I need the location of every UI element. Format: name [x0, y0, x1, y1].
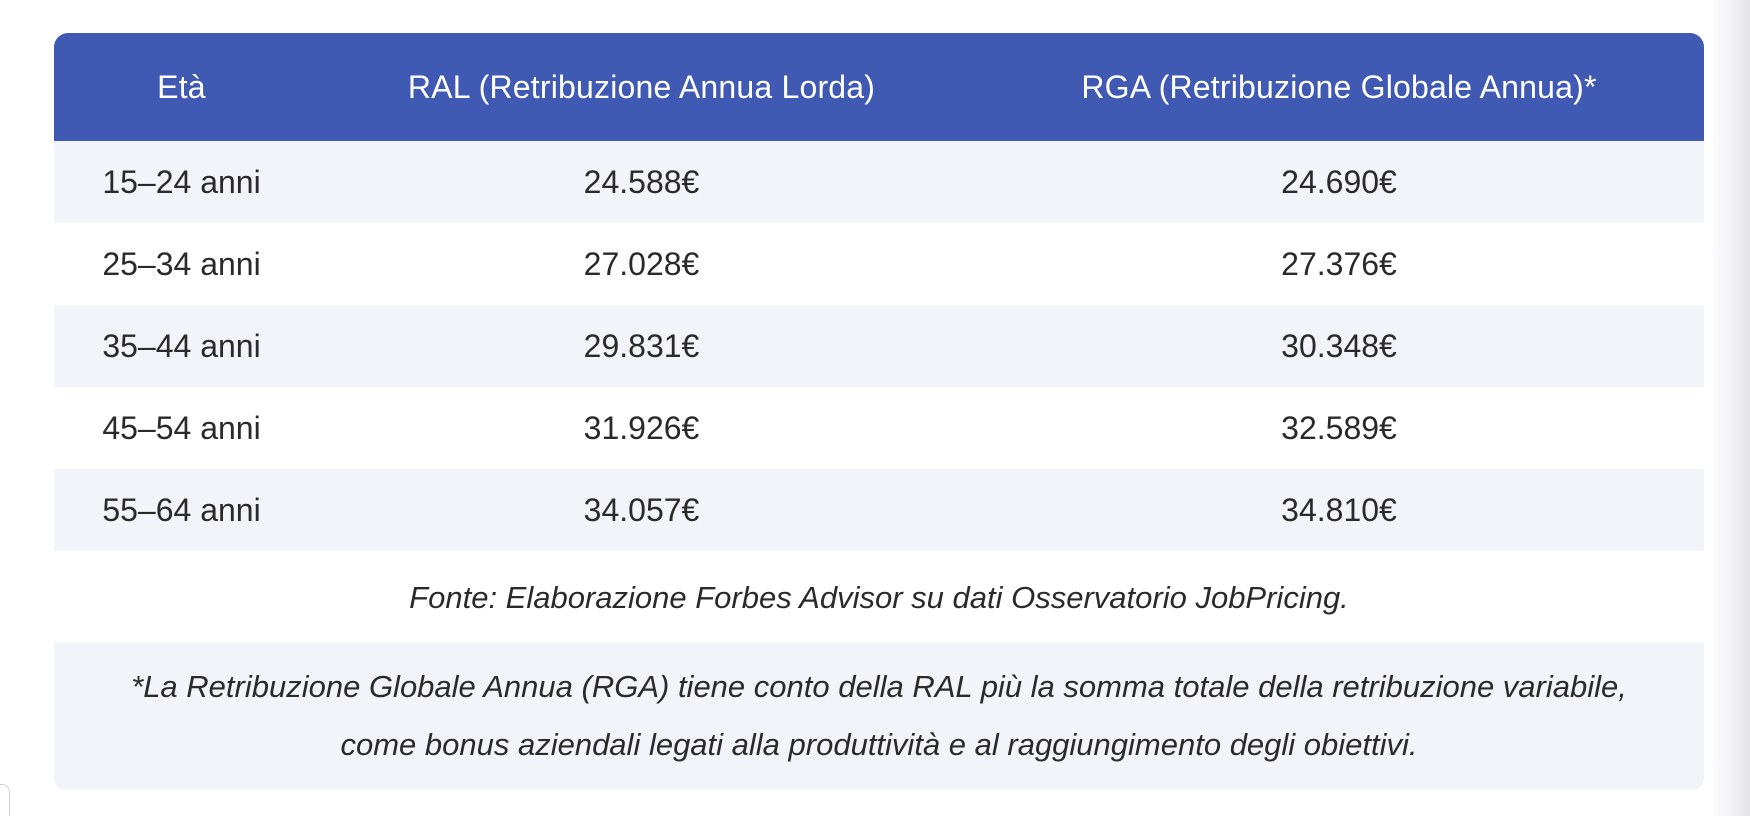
- header-ral: RAL (Retribuzione Annua Lorda): [309, 33, 974, 141]
- cell-age: 45–54 anni: [54, 387, 309, 469]
- right-edge-shadow: [1710, 0, 1750, 816]
- cell-age: 35–44 anni: [54, 305, 309, 387]
- table-row: [54, 469, 1704, 551]
- table-row: [54, 387, 1704, 469]
- salary-table-card: [54, 33, 1704, 551]
- corner-mark: [0, 784, 10, 816]
- cell-age: 25–34 anni: [54, 223, 309, 305]
- cell-ral: 27.028€: [309, 223, 974, 305]
- table-row: [54, 223, 1704, 305]
- salary-table: [54, 33, 1704, 551]
- cell-rga: 24.690€: [974, 141, 1704, 223]
- cell-rga: 30.348€: [974, 305, 1704, 387]
- cell-ral: 29.831€: [309, 305, 974, 387]
- cell-rga: 34.810€: [974, 469, 1704, 551]
- footnote-line-2: come bonus aziendali legati alla produttività e al raggiungimento degli obiettivi.: [340, 727, 1418, 762]
- rga-footnote: [54, 642, 1704, 790]
- cell-age: 15–24 anni: [54, 141, 309, 223]
- table-row: [54, 305, 1704, 387]
- table-header-row: [54, 33, 1704, 141]
- header-age: Età: [54, 33, 309, 141]
- cell-rga: 32.589€: [974, 387, 1704, 469]
- source-caption: Fonte: Elaborazione Forbes Advisor su dati Osservatorio JobPricing.: [409, 580, 1349, 615]
- cell-ral: 34.057€: [309, 469, 974, 551]
- table-row: [54, 141, 1704, 223]
- cell-rga: 27.376€: [974, 223, 1704, 305]
- cell-age: 55–64 anni: [54, 469, 309, 551]
- cell-ral: 24.588€: [309, 141, 974, 223]
- footnote-line-1: *La Retribuzione Globale Annua (RGA) tiene conto della RAL più la somma totale della retribuzione variabile,: [131, 669, 1627, 704]
- header-rga: RGA (Retribuzione Globale Annua)*: [974, 33, 1704, 141]
- cell-ral: 31.926€: [309, 387, 974, 469]
